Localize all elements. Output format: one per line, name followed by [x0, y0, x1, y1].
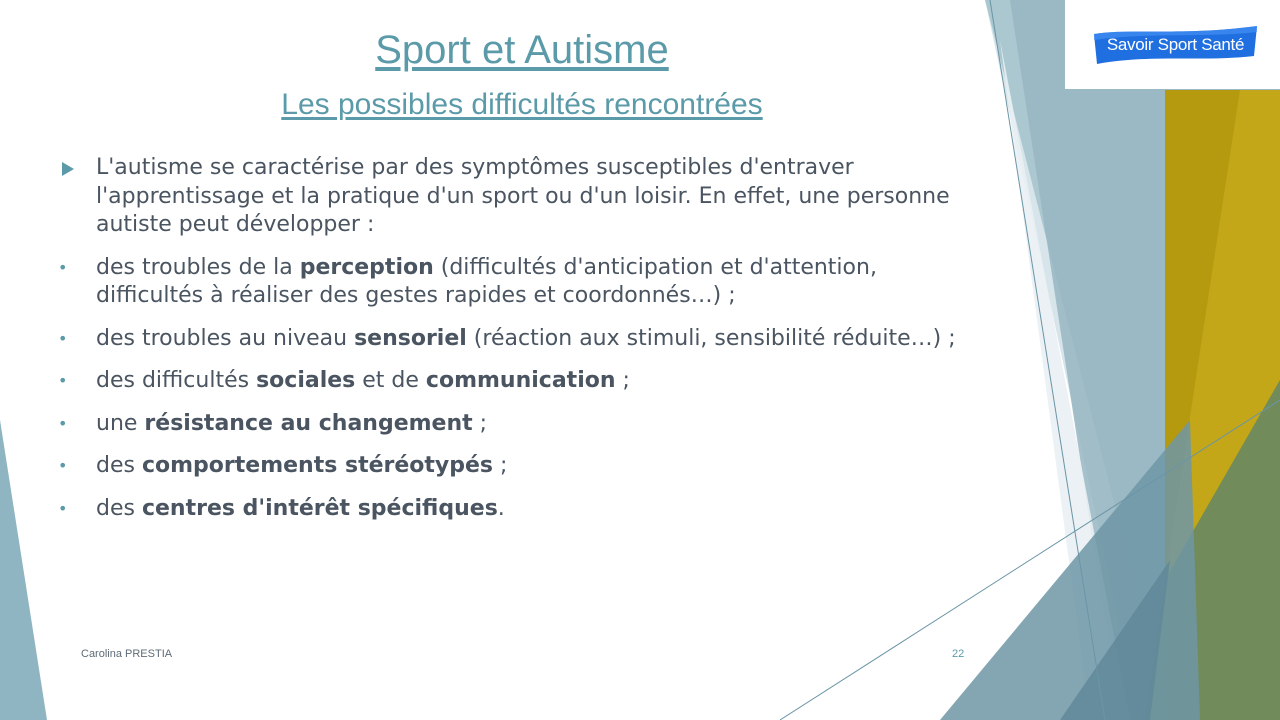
intro-text: L'autisme se caractérise par des symptômes susceptibles d'entraver l'apprentissage et la pratique d'un sport ou d'un loisir. En effet, une personne autiste peut développer :: [96, 155, 950, 237]
bullet-text-post: ;: [472, 410, 488, 436]
bullet-keyword: résistance au changement: [144, 410, 473, 436]
bullet-dot-icon: •: [58, 498, 68, 518]
bullet-keyword: centres d'intérêt spécifiques: [141, 495, 498, 521]
bullet-dot-icon: •: [58, 328, 68, 348]
list-item: [58, 367, 958, 396]
list-item: [58, 410, 958, 439]
bullet-text-post: (réaction aux stimuli, sensibilité réduite…) ;: [466, 325, 956, 351]
bullet-dot-icon: •: [58, 257, 68, 277]
bullet-text-post: .: [497, 495, 505, 521]
slide-content: [58, 154, 958, 537]
bullet-text-pre: des difficultés: [96, 368, 257, 393]
bullet-text-pre: une: [96, 410, 145, 436]
list-item: [58, 254, 958, 311]
bullet-text-post: (difficultés d'anticipation et d'attention, difficultés à réaliser des gestes rapides et coordonnés…) ;: [96, 254, 877, 308]
bullet-keyword: sociales: [256, 368, 356, 393]
logo-text: Savoir Sport Santé: [1106, 35, 1245, 54]
intro-paragraph: [58, 154, 958, 240]
bullet-keyword: perception: [299, 254, 434, 280]
bullet-dot-icon: •: [58, 456, 68, 475]
bullet-dot-icon: •: [58, 371, 68, 390]
arrow-bullet-icon: [62, 162, 74, 176]
list-item: [58, 495, 958, 524]
bullet-keyword: sensoriel: [354, 325, 467, 351]
bullet-text-post: ;: [493, 453, 508, 478]
list-item: [58, 325, 958, 354]
bullet-dot-icon: •: [58, 413, 68, 433]
brand-logo: [1092, 26, 1259, 64]
bullet-text-pre: des troubles de la: [96, 254, 300, 280]
bullet-text-pre: des troubles au niveau: [96, 325, 355, 351]
slide-subtitle: Les possibles difficultés rencontrées: [281, 88, 763, 121]
slide-title: Sport et Autisme: [375, 28, 669, 72]
bullet-text-pre: des: [96, 453, 142, 478]
bullet-text-post: ;: [615, 368, 630, 393]
bullet-text-mid: et de: [355, 368, 426, 393]
footer-author: Carolina PRESTIA: [81, 648, 173, 660]
bullet-keyword: comportements stéréotypés: [141, 453, 494, 478]
page-number: 22: [952, 648, 965, 660]
bullet-text-pre: des: [96, 495, 142, 521]
left-triangle-decoration: [0, 420, 47, 720]
bullet-keyword-2: communication: [425, 368, 616, 393]
list-item: [58, 452, 958, 481]
